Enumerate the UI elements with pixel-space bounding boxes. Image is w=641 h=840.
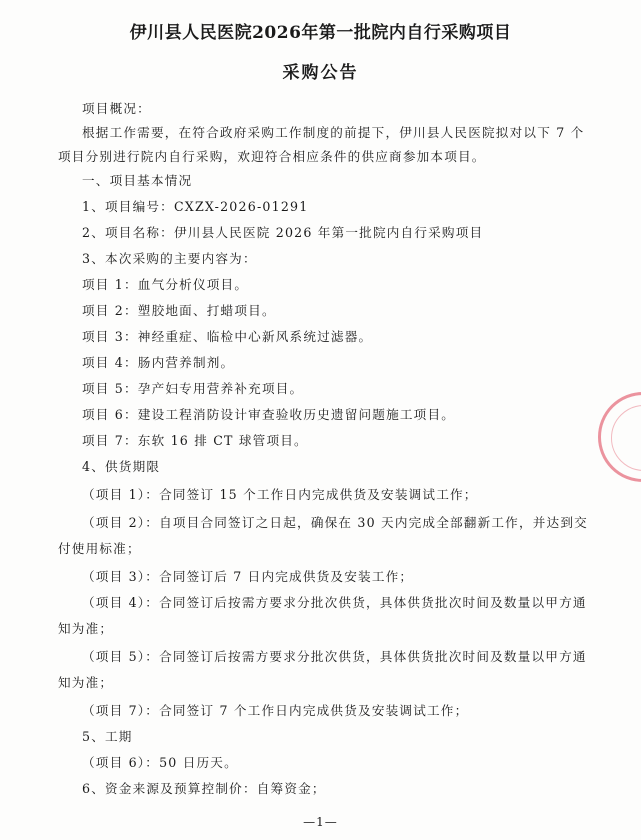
delivery-term-5-line-2: 知为准； (58, 675, 114, 690)
delivery-term-1: （项目 1）：合同签订 15 个工作日内完成供货及安装调试工作； (82, 487, 478, 502)
delivery-term-2-line-1: （项目 2）：自项目合同签订之日起，确保在 30 天内完成全部翻新工作，并达到交 (82, 515, 588, 530)
delivery-term-4-line-1: （项目 4）：合同签订后按需方要求分批次供货，具体供货批次时间及数量以甲方通 (82, 595, 587, 610)
document-title: 伊川县人民医院2026年第一批院内自行采购项目 (129, 23, 512, 43)
delivery-term-7: （项目 7）：合同签订 7 个工作日内完成供货及安装调试工作； (82, 703, 469, 718)
delivery-term-3: （项目 3）：合同签订后 7 日内完成供货及安装工作； (82, 569, 414, 584)
intro-line-1: 根据工作需要，在符合政府采购工作制度的前提下，伊川县人民医院拟对以下 7 个 (82, 125, 585, 140)
project-3-item: 项目 3：神经重症、临检中心新风系统过滤器。 (82, 329, 373, 344)
project-4-item: 项目 4：肠内营养制剂。 (82, 355, 235, 370)
construction-term-6: （项目 6）：50 日历天。 (82, 755, 238, 770)
project-2-item: 项目 2：塑胶地面、打蜡项目。 (82, 303, 276, 318)
seal-inner-ring (611, 405, 641, 471)
project-name: 2、项目名称：伊川县人民医院 2026 年第一批院内自行采购项目 (82, 225, 484, 240)
project-number: 1、项目编号：CXZX-2026-01291 (82, 199, 309, 214)
section-basic-info-heading: 一、项目基本情况 (82, 173, 193, 188)
funding-source: 6、资金来源及预算控制价：自筹资金； (82, 781, 326, 796)
official-seal-stamp (598, 392, 641, 482)
delivery-term-4-line-2: 知为准； (58, 621, 114, 636)
project-1-item: 项目 1：血气分析仪项目。 (82, 277, 249, 292)
procurement-content-heading: 3、本次采购的主要内容为： (82, 251, 257, 266)
overview-heading: 项目概况： (82, 101, 151, 116)
intro-line-2: 项目分别进行院内自行采购，欢迎符合相应条件的供应商参加本项目。 (58, 149, 486, 164)
delivery-period-heading: 4、供货期限 (82, 459, 161, 474)
project-6-item: 项目 6：建设工程消防设计审查验收历史遗留问题施工项目。 (82, 407, 456, 422)
delivery-term-5-line-1: （项目 5）：合同签订后按需方要求分批次供货，具体供货批次时间及数量以甲方通 (82, 649, 587, 664)
construction-period-heading: 5、工期 (82, 729, 133, 744)
page-number: —1— (303, 815, 338, 829)
delivery-term-2-line-2: 付使用标准； (58, 541, 141, 556)
document-subtitle: 采购公告 (282, 63, 359, 83)
project-7-item: 项目 7：东软 16 排 CT 球管项目。 (82, 433, 308, 448)
project-5-item: 项目 5：孕产妇专用营养补充项目。 (82, 381, 304, 396)
